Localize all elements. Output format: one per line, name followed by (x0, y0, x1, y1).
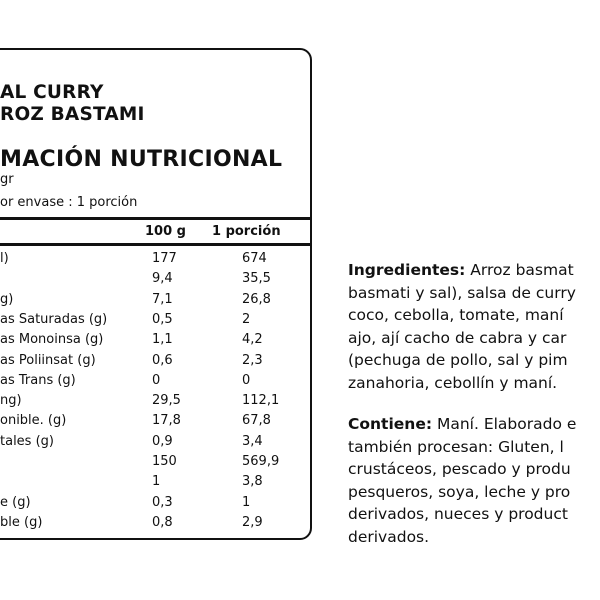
nutrient-value-per-100g: 0 (152, 372, 161, 388)
header-divider-top (0, 217, 312, 220)
nutrient-row (0, 393, 312, 413)
nutrient-name: tales (g) (0, 433, 54, 449)
nutrient-name: ng) (0, 393, 22, 409)
product-title-line-2: ROZ BASTAMI (0, 104, 145, 125)
nutrient-name: as Monoinsa (g) (0, 332, 104, 348)
nutrient-row (0, 292, 312, 312)
ingredients-line: (pechuga de pollo, sal y pim (348, 351, 568, 369)
nutrient-value-per-serving: 3,4 (242, 433, 263, 449)
ingredients-text-start: Arroz basmat (465, 261, 574, 279)
nutrient-name: onible. (g) (0, 413, 67, 429)
allergens-line: pesqueros, soya, leche y pro (348, 482, 571, 501)
nutrient-value-per-100g: 29,5 (152, 393, 181, 409)
nutrient-value-per-serving: 3,8 (242, 474, 263, 490)
serving-size: gr (0, 172, 14, 187)
nutrient-name: as Poliinsat (g) (0, 352, 96, 368)
allergens-label: Contiene: (348, 415, 433, 433)
allergens-line: también procesan: Gluten, l (348, 437, 564, 456)
allergens-line: derivados, nueces y product (348, 505, 568, 523)
nutrient-value-per-serving: 2 (242, 311, 251, 327)
nutrient-name: g) (0, 291, 14, 307)
nutrient-value-per-100g: 7,1 (152, 291, 173, 307)
header-divider-bottom (0, 243, 312, 246)
nutrition-facts-heading: MACIÓN NUTRICIONAL (0, 147, 283, 172)
nutrient-value-per-serving: 26,8 (242, 291, 271, 307)
nutrient-row (0, 312, 312, 332)
product-title-line-1: AL CURRY (0, 82, 104, 103)
nutrient-value-per-serving: 2,9 (242, 514, 263, 530)
nutrient-name: l) (0, 251, 9, 266)
nutrient-value-per-serving: 35,5 (242, 271, 271, 287)
ingredients-line: coco, cebolla, tomate, maní (348, 306, 564, 324)
allergens-line: derivados. (348, 527, 430, 546)
nutrient-value-per-100g: 150 (152, 454, 177, 469)
nutrient-value-per-serving: 0 (242, 372, 251, 388)
nutrient-row (0, 353, 312, 373)
nutrient-row (0, 515, 312, 535)
nutrient-row (0, 454, 312, 474)
nutrient-value-per-100g: 1,1 (152, 332, 173, 348)
nutrient-value-per-serving: 112,1 (242, 393, 280, 409)
nutrient-value-per-100g: 0,8 (152, 514, 173, 530)
nutrient-row (0, 271, 312, 291)
nutrient-value-per-100g: 1 (152, 474, 161, 490)
nutrient-value-per-100g: 0,5 (152, 311, 173, 327)
nutrient-value-per-serving: 1 (242, 494, 251, 510)
nutrient-value-per-100g: 0,9 (152, 433, 173, 449)
allergens-section (348, 413, 600, 548)
nutrient-value-per-serving: 67,8 (242, 413, 271, 429)
ingredients-line: ajo, ají cacho de cabra y car (348, 328, 567, 347)
nutrient-value-per-100g: 17,8 (152, 413, 181, 429)
nutrient-value-per-serving: 2,3 (242, 352, 263, 368)
nutrient-name: ble (g) (0, 514, 43, 530)
nutrient-value-per-100g: 9,4 (152, 271, 173, 287)
ingredients-first-line (348, 259, 600, 282)
nutrient-row (0, 495, 312, 515)
nutrient-name: as Saturadas (g) (0, 311, 108, 327)
nutrient-row (0, 474, 312, 494)
nutrient-value-per-100g: 0,3 (152, 494, 173, 510)
nutrient-value-per-100g: 0,6 (152, 352, 173, 368)
nutrient-row (0, 373, 312, 393)
ingredients-section (348, 259, 600, 394)
ingredients-line: zanahoria, cebollín y maní. (348, 373, 558, 392)
nutrient-value-per-100g: 177 (152, 251, 177, 266)
nutrient-row (0, 413, 312, 433)
nutrient-row (0, 251, 312, 271)
nutrient-value-per-serving: 569,9 (242, 454, 280, 469)
column-header-per-serving: 1 porción (212, 224, 281, 239)
nutrient-name: as Trans (g) (0, 372, 76, 388)
nutrient-row (0, 332, 312, 352)
allergens-line: crustáceos, pescado y produ (348, 460, 571, 478)
nutrient-value-per-serving: 674 (242, 251, 267, 266)
allergens-first-line (348, 413, 600, 436)
ingredients-label: Ingredientes: (348, 261, 466, 279)
nutrient-value-per-serving: 4,2 (242, 332, 263, 348)
nutrient-row (0, 434, 312, 454)
nutrient-name: e (g) (0, 494, 31, 510)
column-header-per-100g: 100 g (145, 224, 186, 239)
servings-per-package: or envase : 1 porción (0, 195, 138, 210)
allergens-text-start: Maní. Elaborado e (432, 415, 577, 433)
ingredients-line: basmati y sal), salsa de curry (348, 283, 576, 302)
